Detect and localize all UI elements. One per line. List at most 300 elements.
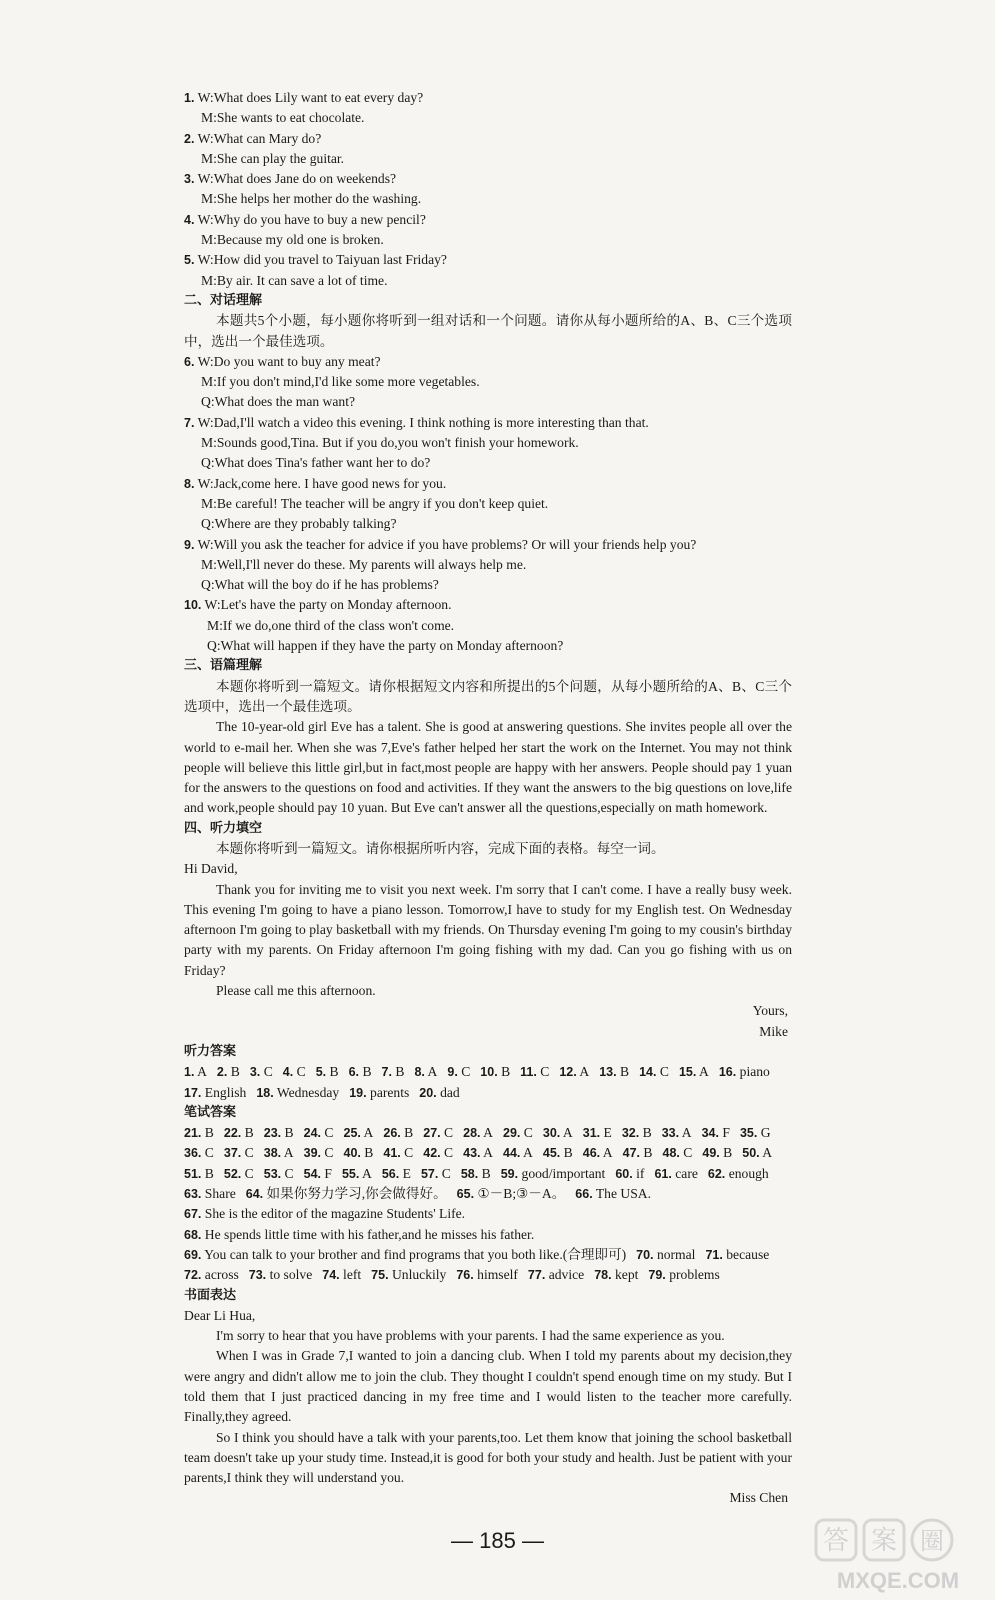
answer-number: 60. bbox=[615, 1166, 633, 1181]
answer-number: 56. bbox=[381, 1166, 400, 1181]
answer-value: C bbox=[244, 1145, 254, 1161]
answer-number: 70. bbox=[636, 1247, 654, 1262]
answer-value: B bbox=[643, 1145, 653, 1161]
dialog-line: Q:What does the man want? bbox=[201, 394, 356, 410]
answer-value: B bbox=[501, 1064, 511, 1080]
letter-paragraph: So I think you should have a talk with your parents,too. Let them know that joining the school basketball team doesn't take up your study time. Instead,it is good for both your study and health. Just be patient with your parents,I think they will understand you. bbox=[184, 1429, 792, 1486]
answer-number: 66. bbox=[575, 1187, 593, 1202]
answer-item bbox=[702, 1143, 732, 1163]
answer-item bbox=[719, 1062, 770, 1082]
answer-value: C bbox=[444, 1145, 454, 1161]
answer-number: 63. bbox=[184, 1187, 202, 1202]
answer-item bbox=[543, 1143, 573, 1163]
answer-item bbox=[705, 1245, 769, 1265]
answer-item bbox=[636, 1245, 695, 1265]
passage-text: The 10-year-old girl Eve has a talent. She is good at answering questions. She invites people all over the world to e-mail her. When she was 7,Eve's father helped her start the work on the Internet. You may not think people will believe this little girl,but in fact,most people are happy with her answers. People should pay 1 yuan for the answers to the questions on food and activities. If they want the answers to the big questions on love,life and work,people should pay 10 yuan. But Eve can't answer all the questions,especially on math homework. bbox=[184, 719, 792, 816]
dialog-text: W:Dad,I'll watch a video this evening. I think nothing is more interesting than that. bbox=[197, 414, 649, 430]
answer-item bbox=[184, 1184, 236, 1204]
dialog-line: M:By air. It can save a lot of time. bbox=[201, 272, 388, 288]
answer-number: 67. bbox=[184, 1207, 202, 1222]
answer-item bbox=[414, 1062, 437, 1082]
dialog-line bbox=[184, 88, 792, 108]
answer-number: 75. bbox=[371, 1268, 389, 1283]
answer-value: Wednesday bbox=[276, 1084, 340, 1100]
answer-value: C bbox=[444, 1125, 454, 1141]
dialog-text: W:What does Lily want to eat every day? bbox=[197, 90, 424, 105]
dialog-line: M:If we do,one third of the class won't come. bbox=[207, 617, 455, 633]
answer-value: A bbox=[699, 1064, 709, 1080]
answer-item bbox=[583, 1123, 612, 1143]
answer-number: 32. bbox=[621, 1126, 640, 1141]
answer-number: 15. bbox=[678, 1065, 697, 1080]
answer-number: 3. bbox=[249, 1065, 261, 1080]
dialog-section-1 bbox=[184, 88, 792, 291]
dialog-text: W:Let's have the party on Monday afternoon. bbox=[204, 597, 452, 613]
answer-item bbox=[480, 1062, 510, 1082]
watermark-url: MXQE.COM bbox=[836, 1568, 960, 1593]
letter-paragraph: When I was in Grade 7,I wanted to join a dancing club. When I told my parents about my decision,they were angry and didn't allow me to join the club. They thought I couldn't spend enough time on my study. But I told them that I just practiced dancing in my free time and I would listen to the teacher more carefully. Finally,they agreed. bbox=[184, 1348, 792, 1425]
dialog-text: W:What does Jane do on weekends? bbox=[197, 171, 397, 187]
letter-closing-line: Please call me this afternoon. bbox=[216, 983, 376, 999]
answer-item bbox=[447, 1062, 470, 1082]
answer-item bbox=[184, 1164, 214, 1184]
answer-item bbox=[382, 1164, 411, 1184]
letter-greeting: Hi David, bbox=[184, 861, 238, 877]
answer-number: 19. bbox=[349, 1085, 367, 1100]
answer-item bbox=[463, 1123, 493, 1143]
writing-section bbox=[184, 1286, 792, 1509]
answer-value: A bbox=[483, 1125, 493, 1141]
answer-value: B bbox=[404, 1125, 414, 1141]
answer-item bbox=[184, 1143, 214, 1163]
answer-item bbox=[679, 1062, 709, 1082]
dialog-line bbox=[184, 352, 792, 372]
answer-value: C bbox=[324, 1125, 334, 1141]
answer-number: 23. bbox=[263, 1126, 282, 1141]
answer-value: C bbox=[540, 1064, 550, 1080]
answer-value: A bbox=[363, 1125, 374, 1141]
answer-value: good/important bbox=[521, 1165, 606, 1181]
answer-value: A bbox=[362, 1165, 372, 1181]
answer-page bbox=[184, 88, 792, 1509]
answer-number: 62. bbox=[707, 1166, 726, 1181]
answer-list bbox=[184, 1062, 792, 1103]
answer-number: 79. bbox=[648, 1268, 666, 1283]
answer-item bbox=[264, 1143, 294, 1163]
answer-number: 64. bbox=[245, 1187, 264, 1202]
answer-number: 43. bbox=[463, 1146, 481, 1161]
answer-value: Unluckily bbox=[391, 1267, 447, 1283]
dialog-line: M:Well,I'll never do these. My parents will always help me. bbox=[201, 556, 527, 572]
dialog-line bbox=[184, 474, 792, 494]
answer-value: enough bbox=[728, 1165, 769, 1181]
answer-number: 8. bbox=[414, 1065, 425, 1080]
item-number: 1. bbox=[184, 91, 195, 105]
answer-number: 5. bbox=[315, 1065, 327, 1080]
answer-item bbox=[184, 1062, 207, 1082]
answer-number: 13. bbox=[599, 1065, 617, 1080]
answer-value: A bbox=[562, 1125, 573, 1141]
answer-item bbox=[217, 1062, 240, 1082]
item-number: 2. bbox=[184, 131, 195, 146]
section-passage-comprehension bbox=[184, 656, 792, 818]
answer-number: 20. bbox=[419, 1085, 437, 1100]
answer-number: 45. bbox=[542, 1146, 561, 1161]
answer-value: B bbox=[204, 1165, 214, 1181]
answer-item bbox=[184, 1245, 626, 1265]
answer-number: 27. bbox=[423, 1126, 441, 1141]
answer-value: C bbox=[523, 1125, 533, 1141]
answer-value: C bbox=[296, 1064, 306, 1080]
answer-item bbox=[304, 1164, 332, 1184]
answer-number: 65. bbox=[456, 1187, 475, 1202]
written-answers-section bbox=[184, 1103, 792, 1286]
answer-value: because bbox=[726, 1246, 770, 1262]
answer-number: 46. bbox=[582, 1146, 601, 1161]
answer-value: B bbox=[723, 1145, 733, 1161]
answer-item bbox=[224, 1164, 254, 1184]
answer-value: B bbox=[642, 1125, 652, 1141]
answer-number: 53. bbox=[263, 1166, 282, 1181]
dialog-line bbox=[184, 250, 792, 270]
answer-number: 14. bbox=[639, 1065, 657, 1080]
answer-number: 17. bbox=[184, 1085, 202, 1100]
answer-item bbox=[457, 1184, 566, 1204]
letter-signature: Mike bbox=[759, 1023, 788, 1039]
answer-item bbox=[648, 1265, 719, 1285]
answer-value: C bbox=[404, 1145, 414, 1161]
answer-value: A bbox=[579, 1064, 590, 1080]
answer-value: English bbox=[204, 1084, 247, 1100]
answer-item bbox=[349, 1062, 372, 1082]
dialog-text: W:Why do you have to buy a new pencil? bbox=[197, 211, 426, 227]
section-title: 书面表达 bbox=[184, 1287, 237, 1303]
answer-item bbox=[708, 1164, 769, 1184]
answer-value: if bbox=[636, 1165, 645, 1181]
answer-value: C bbox=[324, 1145, 334, 1161]
answer-value: care bbox=[675, 1165, 698, 1181]
answer-item bbox=[575, 1184, 651, 1204]
answer-item bbox=[371, 1265, 446, 1285]
answer-value: A bbox=[681, 1125, 692, 1141]
section-title: 三、语篇理解 bbox=[184, 658, 263, 674]
dialog-line: M:Be careful! The teacher will be angry if you don't keep quiet. bbox=[201, 495, 549, 511]
answer-item bbox=[283, 1062, 306, 1082]
answer-item bbox=[304, 1143, 334, 1163]
answer-item bbox=[615, 1164, 644, 1184]
answer-value: She is the editor of the magazine Students' Life. bbox=[204, 1206, 466, 1222]
answer-value: F bbox=[722, 1125, 730, 1141]
dialog-line bbox=[184, 210, 792, 230]
dialog-line: M:She can play the guitar. bbox=[201, 150, 345, 166]
answer-item bbox=[501, 1164, 606, 1184]
answer-number: 25. bbox=[343, 1126, 361, 1141]
answer-item bbox=[184, 1225, 534, 1245]
answer-value: to solve bbox=[269, 1267, 313, 1283]
item-number: 3. bbox=[184, 172, 195, 187]
answer-value: B bbox=[329, 1064, 339, 1080]
answer-item bbox=[383, 1143, 413, 1163]
answer-item bbox=[316, 1062, 339, 1082]
answer-value: You can talk to your brother and find programs that you both like.(合理即可) bbox=[204, 1246, 627, 1262]
dialog-text: W:Do you want to buy any meat? bbox=[197, 353, 381, 369]
watermark-logo-char-2: 案 bbox=[870, 1526, 898, 1556]
dialog-line: M:Sounds good,Tina. But if you do,you won't finish your homework. bbox=[201, 435, 579, 451]
listening-answers-section bbox=[184, 1042, 792, 1103]
answer-item bbox=[528, 1265, 584, 1285]
answer-value: C bbox=[204, 1145, 214, 1161]
answer-item bbox=[344, 1143, 374, 1163]
answer-item bbox=[184, 1123, 214, 1143]
answer-number: 34. bbox=[701, 1126, 719, 1141]
answer-number: 1. bbox=[184, 1065, 195, 1080]
answer-value: A bbox=[762, 1145, 773, 1161]
answer-number: 76. bbox=[456, 1268, 474, 1283]
section-intro: 本题共5个小题，每小题你将听到一组对话和一个问题。请你从每小题所给的A、B、C三个选项中，选出一个最佳选项。 bbox=[184, 313, 792, 349]
answer-number: 52. bbox=[223, 1166, 242, 1181]
section-title: 二、对话理解 bbox=[184, 292, 263, 308]
dialog-line: Q:What will the boy do if he has problems? bbox=[201, 577, 439, 593]
answer-value: G bbox=[760, 1125, 771, 1141]
section-intro: 本题你将听到一篇短文。请你根据所听内容，完成下面的表格。每空一词。 bbox=[216, 840, 665, 856]
answer-number: 77. bbox=[527, 1268, 546, 1283]
answer-item bbox=[663, 1143, 693, 1163]
answer-value: F bbox=[324, 1165, 332, 1181]
section-title: 笔试答案 bbox=[184, 1104, 237, 1120]
answer-value: B bbox=[284, 1125, 294, 1141]
answer-value: E bbox=[402, 1165, 411, 1181]
answer-value: B bbox=[204, 1125, 214, 1141]
answer-value: dad bbox=[440, 1084, 460, 1100]
answer-item bbox=[184, 1265, 239, 1285]
answer-item bbox=[456, 1265, 518, 1285]
answer-value: B bbox=[230, 1064, 240, 1080]
answer-number: 12. bbox=[559, 1065, 577, 1080]
letter-greeting: Dear Li Hua, bbox=[184, 1307, 256, 1323]
answer-number: 36. bbox=[184, 1146, 202, 1161]
answer-item bbox=[654, 1164, 697, 1184]
answer-value: kept bbox=[615, 1267, 639, 1283]
answer-item bbox=[503, 1123, 533, 1143]
answer-item bbox=[583, 1143, 613, 1163]
answer-number: 41. bbox=[383, 1146, 401, 1161]
answer-item bbox=[463, 1143, 493, 1163]
answer-number: 49. bbox=[702, 1146, 720, 1161]
answer-item bbox=[342, 1164, 372, 1184]
answer-item bbox=[423, 1123, 453, 1143]
answer-number: 74. bbox=[322, 1268, 340, 1283]
answer-item bbox=[702, 1123, 730, 1143]
answer-item bbox=[322, 1265, 361, 1285]
answer-item bbox=[184, 1083, 246, 1103]
dialog-line: Q:What does Tina's father want her to do? bbox=[201, 455, 431, 471]
answer-item bbox=[599, 1062, 629, 1082]
section-listening-fill bbox=[184, 819, 792, 1042]
section-title: 听力答案 bbox=[184, 1043, 237, 1059]
dialog-text: W:What can Mary do? bbox=[197, 130, 322, 146]
item-number: 4. bbox=[184, 212, 195, 227]
letter-body: Thank you for inviting me to visit you next week. I'm sorry that I can't come. I have a really busy week. This evening I'm going to have a piano lesson. Tomorrow,I have to study for my English test. On Wednesday afternoon I'm going to play basketball with my friends. On Thursday evening I'm going to my cousin's birthday party with my parents. On Friday afternoon I'm going fishing with my dad. Can you go fishing with us on Friday? bbox=[184, 881, 792, 978]
dialog-line: M:She helps her mother do the washing. bbox=[201, 191, 422, 207]
answer-item bbox=[419, 1083, 459, 1103]
answer-value: B bbox=[244, 1125, 254, 1141]
answer-number: 50. bbox=[742, 1146, 760, 1161]
answer-number: 33. bbox=[661, 1126, 680, 1141]
answer-value: A bbox=[483, 1145, 493, 1161]
answer-number: 7. bbox=[381, 1065, 392, 1080]
answer-value: C bbox=[284, 1165, 294, 1181]
answer-value: Share bbox=[204, 1186, 236, 1202]
answer-value: A bbox=[427, 1064, 438, 1080]
answer-number: 26. bbox=[383, 1126, 401, 1141]
section-title: 四、听力填空 bbox=[184, 820, 263, 836]
answer-number: 38. bbox=[263, 1146, 282, 1161]
answer-value: C bbox=[263, 1064, 273, 1080]
answer-value: B bbox=[395, 1064, 405, 1080]
dialog-line: Q:What will happen if they have the party on Monday afternoon? bbox=[207, 638, 564, 654]
answer-value: The USA. bbox=[595, 1186, 651, 1202]
dialog-line bbox=[184, 595, 792, 615]
answer-item bbox=[249, 1265, 312, 1285]
answer-item bbox=[421, 1164, 451, 1184]
answer-value: C bbox=[244, 1165, 254, 1181]
answer-number: 44. bbox=[503, 1146, 521, 1161]
answer-number: 54. bbox=[303, 1166, 322, 1181]
answer-number: 51. bbox=[184, 1166, 202, 1181]
dialog-line: M:She wants to eat chocolate. bbox=[201, 110, 365, 126]
dialog-list bbox=[184, 352, 792, 656]
item-number: 8. bbox=[184, 476, 195, 491]
letter-signature: Miss Chen bbox=[729, 1490, 788, 1506]
answer-item bbox=[224, 1123, 254, 1143]
answer-number: 61. bbox=[654, 1166, 672, 1181]
answer-value: left bbox=[343, 1267, 362, 1283]
letter-sign-off: Yours, bbox=[752, 1003, 788, 1019]
answer-item bbox=[383, 1123, 413, 1143]
answer-item bbox=[256, 1083, 339, 1103]
answer-number: 28. bbox=[463, 1126, 481, 1141]
answer-number: 30. bbox=[542, 1126, 561, 1141]
answer-item bbox=[639, 1062, 669, 1082]
answer-number: 69. bbox=[184, 1247, 202, 1262]
answer-number: 24. bbox=[303, 1126, 322, 1141]
answer-list bbox=[184, 1123, 792, 1285]
answer-number: 29. bbox=[503, 1126, 521, 1141]
answer-item bbox=[503, 1143, 533, 1163]
answer-number: 78. bbox=[594, 1268, 612, 1283]
answer-number: 4. bbox=[282, 1065, 294, 1080]
answer-item bbox=[184, 1204, 465, 1224]
answer-item bbox=[250, 1062, 273, 1082]
answer-value: B bbox=[362, 1064, 372, 1080]
section-intro: 本题你将听到一篇短文。请你根据短文内容和所提出的5个问题，从每小题所给的A、B、C三个选项中，选出一个最佳选项。 bbox=[184, 678, 792, 714]
answer-item bbox=[246, 1184, 447, 1204]
answer-item bbox=[304, 1123, 334, 1143]
answer-item bbox=[264, 1123, 294, 1143]
answer-number: 48. bbox=[662, 1146, 680, 1161]
answer-number: 73. bbox=[248, 1268, 267, 1283]
answer-number: 71. bbox=[705, 1247, 723, 1262]
answer-number: 42. bbox=[423, 1146, 441, 1161]
answer-number: 22. bbox=[223, 1126, 242, 1141]
dialog-text: W:Will you ask the teacher for advice if you have problems? Or will your friends help you? bbox=[197, 536, 697, 552]
answer-value: parents bbox=[370, 1084, 410, 1100]
answer-value: advice bbox=[548, 1267, 585, 1283]
answer-number: 11. bbox=[520, 1065, 537, 1080]
dialog-line bbox=[184, 129, 792, 149]
answer-item bbox=[742, 1143, 772, 1163]
dialog-line: Q:Where are they probably talking? bbox=[201, 516, 397, 532]
dialog-line: M:If you don't mind,I'd like some more vegetables. bbox=[201, 374, 480, 390]
answer-item bbox=[382, 1062, 405, 1082]
answer-number: 2. bbox=[216, 1065, 228, 1080]
answer-number: 16. bbox=[718, 1065, 737, 1080]
page-number: — 185 — bbox=[451, 1528, 544, 1553]
dialog-line bbox=[184, 535, 792, 555]
dialog-line: M:Because my old one is broken. bbox=[201, 232, 384, 248]
answer-item bbox=[423, 1143, 453, 1163]
answer-value: A bbox=[283, 1145, 294, 1161]
answer-value: C bbox=[461, 1064, 471, 1080]
answer-item bbox=[520, 1062, 549, 1082]
answer-number: 68. bbox=[184, 1227, 202, 1242]
answer-number: 9. bbox=[447, 1065, 458, 1080]
item-number: 5. bbox=[184, 253, 195, 268]
answer-value: piano bbox=[739, 1064, 770, 1080]
answer-item bbox=[349, 1083, 409, 1103]
answer-number: 6. bbox=[348, 1065, 360, 1080]
answer-item bbox=[622, 1123, 652, 1143]
watermark-logo-char-1: 答 bbox=[822, 1526, 850, 1556]
answer-number: 55. bbox=[341, 1166, 360, 1181]
answer-value: himself bbox=[477, 1267, 518, 1283]
answer-number: 21. bbox=[184, 1126, 202, 1141]
dialog-line bbox=[184, 169, 792, 189]
answer-item bbox=[662, 1123, 692, 1143]
answer-item bbox=[740, 1123, 771, 1143]
answer-number: 58. bbox=[460, 1166, 479, 1181]
dialog-text: W:How did you travel to Taiyuan last Friday? bbox=[197, 252, 447, 268]
answer-value: B bbox=[364, 1145, 374, 1161]
answer-number: 18. bbox=[256, 1085, 274, 1100]
item-number: 6. bbox=[184, 354, 195, 369]
answer-value: A bbox=[197, 1064, 207, 1080]
answer-number: 31. bbox=[582, 1126, 601, 1141]
answer-item bbox=[559, 1062, 589, 1082]
answer-item bbox=[594, 1265, 638, 1285]
answer-value: E bbox=[603, 1125, 612, 1141]
answer-value: B bbox=[481, 1165, 491, 1181]
letter-paragraph: I'm sorry to hear that you have problems with your parents. I had the same experience as you. bbox=[216, 1328, 725, 1344]
item-number: 10. bbox=[184, 598, 202, 613]
watermark-logo bbox=[810, 1516, 985, 1594]
answer-value: normal bbox=[656, 1246, 696, 1262]
answer-value: B bbox=[620, 1064, 630, 1080]
dialog-text: W:Jack,come here. I have good news for you. bbox=[197, 475, 447, 491]
answer-value: problems bbox=[669, 1267, 720, 1283]
answer-number: 59. bbox=[500, 1166, 519, 1181]
answer-number: 40. bbox=[343, 1146, 361, 1161]
answer-number: 37. bbox=[223, 1146, 242, 1161]
answer-number: 72. bbox=[184, 1268, 202, 1283]
answer-value: B bbox=[563, 1145, 573, 1161]
item-number: 7. bbox=[184, 415, 195, 430]
item-number: 9. bbox=[184, 537, 195, 552]
answer-item bbox=[344, 1123, 374, 1143]
answer-number: 57. bbox=[420, 1166, 439, 1181]
answer-value: He spends little time with his father,and he misses his father. bbox=[204, 1226, 535, 1242]
watermark-logo-char-3: 圈 bbox=[920, 1527, 944, 1555]
